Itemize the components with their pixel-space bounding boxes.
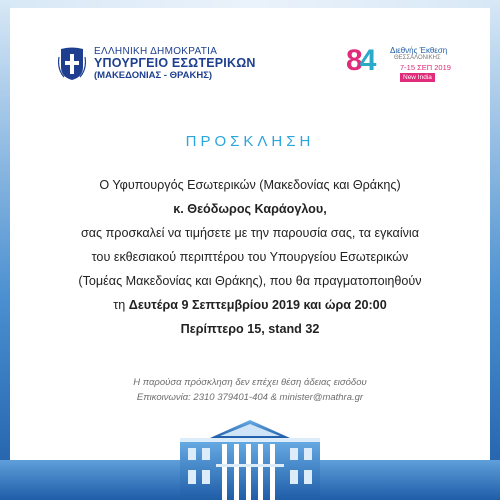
- ministry-building-icon: [176, 416, 324, 500]
- ministry-line-ministry: ΥΠΟΥΡΓΕΙΟ ΕΣΩΤΕΡΙΚΩΝ: [94, 56, 256, 70]
- invitation-line-sector: (Τομέας Μακεδονίας και Θράκης), που θα πραγματοποιηθούν: [78, 274, 422, 288]
- ministry-line-republic: ΕΛΛΗΝΙΚΗ ΔΗΜΟΚΡΑΤΙΑ: [94, 46, 218, 57]
- invitation-line-date: [20, 293, 480, 317]
- invitation-line-name: κ. Θεόδωρος Καράογλου,: [173, 202, 327, 216]
- top-frame-band: [0, 0, 500, 8]
- expo-badge: New India: [400, 73, 435, 82]
- invitation-line-stand: Περίπτερο 15, stand 32: [180, 322, 320, 336]
- expo-84-mark: 84: [346, 44, 374, 77]
- invitation-notes: [0, 375, 500, 405]
- expo-subtitle: ΘΕΣΣΑΛΟΝΙΚΗΣ: [394, 55, 441, 61]
- ministry-line-region: (ΜΑΚΕΔΟΝΙΑΣ - ΘΡΑΚΗΣ): [94, 69, 213, 81]
- right-frame-band: [490, 0, 500, 500]
- invitation-line-pavilion: του εκθεσιακού περιπτέρου του Υπουργείου Εσωτερικών: [91, 250, 409, 264]
- invitation-line-host: Ο Υφυπουργός Εσωτερικών (Μακεδονίας και Θράκης): [99, 178, 401, 192]
- expo-dates: 7-15 ΣΕΠ 2019: [400, 63, 451, 72]
- date-prefix: τη: [113, 298, 129, 312]
- note-entry-disclaimer: Η παρούσα πρόσκληση δεν επέχει θέση άδειας εισόδου: [133, 377, 367, 388]
- ministry-logo: [58, 46, 256, 81]
- left-frame-band: [0, 0, 10, 500]
- note-contact: Επικοινωνία: 2310 379401-404 & minister@mathra.gr: [136, 392, 364, 403]
- expo-logo: [346, 40, 454, 102]
- greek-coat-of-arms-icon: [58, 47, 86, 81]
- invitation-body: [20, 173, 480, 341]
- expo-title: Διεθνής Έκθεση: [390, 46, 448, 55]
- invitation-line-invite: σας προσκαλεί να τιμήσετε με την παρουσία σας, τα εγκαίνια: [80, 226, 419, 240]
- ministry-name: [94, 46, 256, 81]
- invitation-title: ΠΡΟΣΚΛΗΣΗ: [185, 133, 315, 150]
- date-value: Δευτέρα 9 Σεπτεμβρίου 2019 και ώρα 20:00: [128, 298, 387, 312]
